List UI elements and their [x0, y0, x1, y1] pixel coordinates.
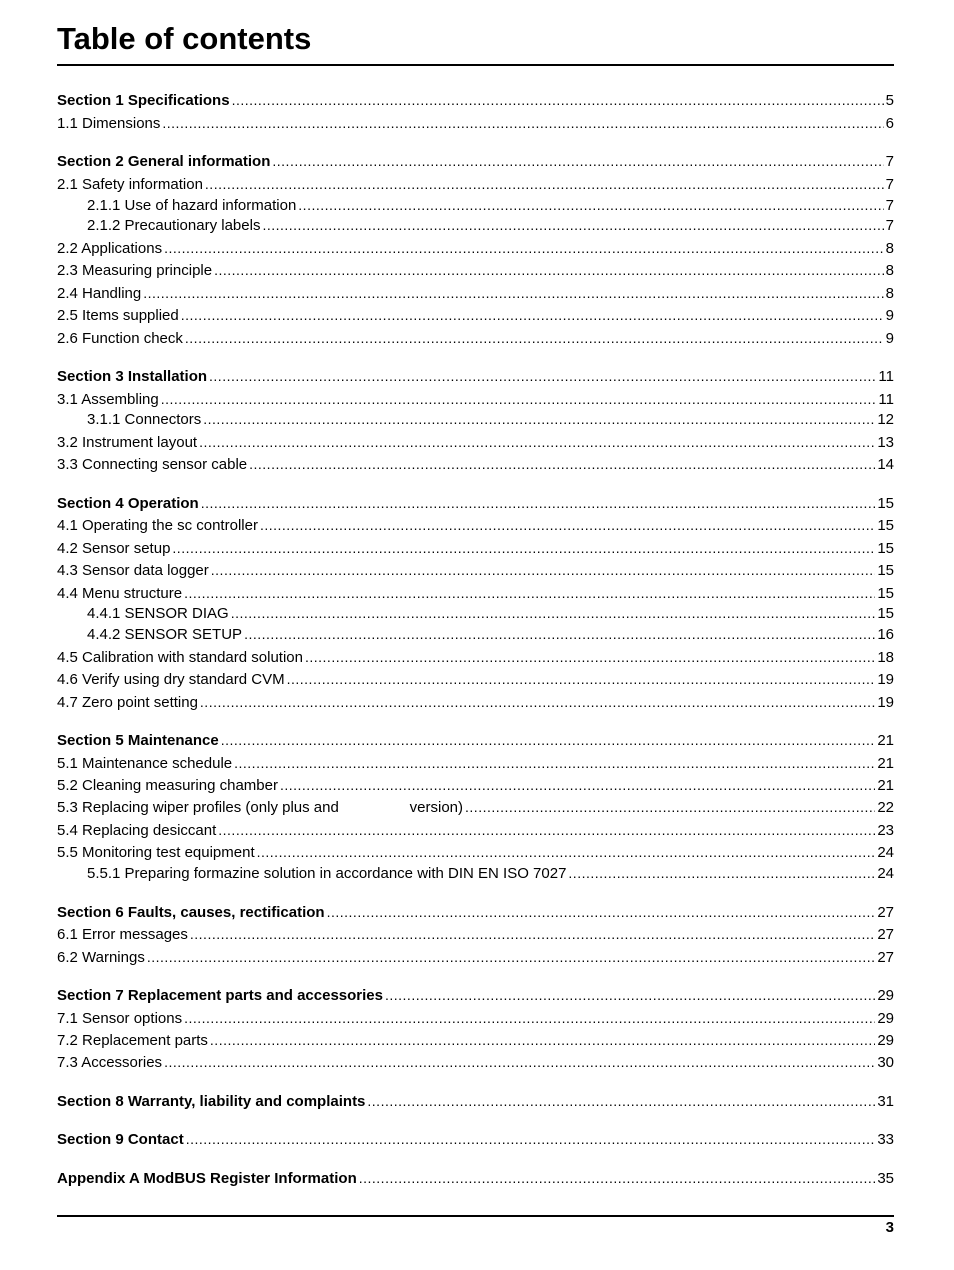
- toc-dot-leader: [272, 151, 883, 171]
- toc-entry-label: 2.1.1 Use of hazard information: [87, 197, 297, 214]
- toc-entry-page: 7: [885, 197, 894, 214]
- toc-entry[interactable]: [87, 409, 894, 429]
- toc-section-entry[interactable]: [57, 90, 894, 110]
- toc-dot-leader: [257, 842, 876, 862]
- toc-entry-page: 21: [877, 777, 894, 794]
- toc-dot-leader: [172, 538, 875, 558]
- toc-dot-leader: [465, 797, 875, 817]
- toc-entry[interactable]: [57, 454, 894, 474]
- toc-entry-page: 15: [877, 517, 894, 534]
- toc-entry-page: 9: [885, 330, 894, 347]
- toc-entry-page: 19: [877, 671, 894, 688]
- toc-entry[interactable]: [57, 174, 894, 194]
- toc-entry-label: 2.1 Safety information: [57, 176, 203, 193]
- toc-entry[interactable]: [57, 260, 894, 280]
- toc-entry-label: Section 4 Operation: [57, 495, 199, 512]
- toc-entry-label: 5.5.1 Preparing formazine solution in accordance with DIN EN ISO 7027: [87, 865, 567, 882]
- toc-entry-page: 8: [885, 240, 894, 257]
- toc-section-entry[interactable]: [57, 366, 894, 386]
- toc-entry-page: 22: [877, 799, 894, 816]
- toc-entry-page: 11: [878, 391, 894, 408]
- toc-entry-label: 4.2 Sensor setup: [57, 540, 171, 557]
- toc-entry[interactable]: [57, 583, 894, 603]
- toc-entry-label: 3.2 Instrument layout: [57, 434, 198, 451]
- toc-entry-page: 27: [877, 904, 894, 921]
- toc-entry-label: 4.3 Sensor data logger: [57, 562, 209, 579]
- toc-dot-leader: [221, 730, 876, 750]
- toc-entry-label: Section 7 Replacement parts and accessories: [57, 987, 383, 1004]
- toc-dot-leader: [185, 328, 884, 348]
- toc-dot-leader: [201, 493, 876, 513]
- toc-section-entry[interactable]: [57, 493, 894, 513]
- toc-entry-label: 2.6 Function check: [57, 330, 183, 347]
- toc-entry-label: Section 3 Installation: [57, 368, 208, 385]
- toc-section-entry[interactable]: [57, 1168, 894, 1188]
- toc-entry[interactable]: [87, 863, 894, 883]
- toc-entry-label: 5.4 Replacing desiccant: [57, 822, 217, 839]
- toc-entry[interactable]: [57, 647, 894, 667]
- toc-dot-leader: [199, 432, 875, 452]
- toc-entry[interactable]: [87, 215, 894, 235]
- toc-entry-page: 15: [877, 585, 894, 602]
- toc-entry-page: 23: [877, 822, 894, 839]
- toc-entry-page: 8: [885, 262, 894, 279]
- toc-entry-page: 21: [877, 732, 894, 749]
- toc-entry-page: 11: [878, 368, 894, 385]
- toc-entry[interactable]: [57, 238, 894, 258]
- toc-entry[interactable]: [87, 195, 894, 215]
- toc-entry[interactable]: [57, 797, 894, 817]
- toc-dot-leader: [287, 669, 876, 689]
- toc-entry-page: 29: [877, 1010, 894, 1027]
- toc-entry-label: Section 5 Maintenance: [57, 732, 219, 749]
- toc-entry-label: 4.1 Operating the sc controller: [57, 517, 258, 534]
- toc-entry-label: Appendix A ModBUS Register Information: [57, 1170, 357, 1187]
- toc-entry-label: 4.4.1 SENSOR DIAG: [87, 605, 229, 622]
- toc-entry[interactable]: [57, 842, 894, 862]
- toc-entry-page: 12: [877, 411, 894, 428]
- toc-dot-leader: [181, 305, 884, 325]
- toc-section-entry[interactable]: [57, 902, 894, 922]
- toc-entry-page: 13: [877, 434, 894, 451]
- toc-entry-page: 33: [877, 1131, 894, 1148]
- toc-entry-page: 15: [877, 495, 894, 512]
- toc-entry-page: 24: [877, 865, 894, 882]
- toc-entry[interactable]: [57, 1052, 894, 1072]
- toc-entry-label: Section 1 Specifications: [57, 92, 230, 109]
- toc-dot-leader: [244, 624, 875, 644]
- toc-entry[interactable]: [57, 515, 894, 535]
- footer-rule: [57, 1215, 894, 1217]
- toc-entry-label: 3.1.1 Connectors: [87, 411, 202, 428]
- page-number: 3: [885, 1219, 894, 1236]
- toc-entry-label: 5.2 Cleaning measuring chamber: [57, 777, 278, 794]
- toc-dot-leader: [211, 560, 876, 580]
- toc-dot-leader: [385, 985, 875, 1005]
- toc-dot-leader: [249, 454, 875, 474]
- toc-dot-leader: [231, 603, 876, 623]
- toc-entry-page: 15: [877, 605, 894, 622]
- toc-entry-page: 7: [885, 217, 894, 234]
- toc-dot-leader: [184, 583, 875, 603]
- toc-dot-leader: [164, 1052, 875, 1072]
- title-rule: [57, 64, 894, 66]
- toc-entry[interactable]: [57, 753, 894, 773]
- toc-entry[interactable]: [57, 328, 894, 348]
- toc-entry-label: 4.4.2 SENSOR SETUP: [87, 626, 243, 643]
- toc-entry-label: Section 6 Faults, causes, rectification: [57, 904, 325, 921]
- toc-entry[interactable]: [57, 924, 894, 944]
- toc-dot-leader: [367, 1091, 875, 1111]
- toc-entry-page: 29: [877, 1032, 894, 1049]
- toc-dot-leader: [234, 753, 875, 773]
- toc-dot-leader: [143, 283, 883, 303]
- toc-dot-leader: [203, 409, 875, 429]
- page-title: Table of contents: [57, 21, 312, 56]
- toc-dot-leader: [232, 90, 884, 110]
- toc-entry-label: Section 9 Contact: [57, 1131, 184, 1148]
- toc-entry-label: 2.5 Items supplied: [57, 307, 179, 324]
- toc-entry-page: 30: [877, 1054, 894, 1071]
- toc-dot-leader: [305, 647, 875, 667]
- toc-section-entry[interactable]: [57, 1129, 894, 1149]
- toc-entry-label: 6.2 Warnings: [57, 949, 145, 966]
- toc-dot-leader: [210, 1030, 875, 1050]
- toc-entry-page: 21: [877, 755, 894, 772]
- toc-entry[interactable]: [57, 538, 894, 558]
- toc-entry-label: 2.1.2 Precautionary labels: [87, 217, 261, 234]
- toc-entry[interactable]: [57, 947, 894, 967]
- toc-entry-page: 16: [877, 626, 894, 643]
- toc-entry-page: 31: [877, 1093, 894, 1110]
- toc-entry-page: 15: [877, 562, 894, 579]
- toc-entry-page: 27: [877, 926, 894, 943]
- toc-entry-page: 14: [877, 456, 894, 473]
- toc-entry-page: 9: [885, 307, 894, 324]
- toc-section-entry[interactable]: [57, 985, 894, 1005]
- toc-entry-label: 7.2 Replacement parts: [57, 1032, 208, 1049]
- toc-entry-label: 2.4 Handling: [57, 285, 142, 302]
- toc-entry-page: 8: [885, 285, 894, 302]
- toc-dot-leader: [162, 113, 883, 133]
- toc-entry[interactable]: [57, 692, 894, 712]
- toc-dot-leader: [186, 1129, 876, 1149]
- toc-entry-page: 29: [877, 987, 894, 1004]
- toc-entry[interactable]: [57, 775, 894, 795]
- toc-dot-leader: [359, 1168, 876, 1188]
- toc-entry-page: 7: [885, 176, 894, 193]
- toc-dot-leader: [568, 863, 875, 883]
- toc-entry[interactable]: [87, 603, 894, 623]
- toc-entry-label: 2.3 Measuring principle: [57, 262, 213, 279]
- toc-dot-leader: [161, 389, 877, 409]
- toc-entry-label: 1.1 Dimensions: [57, 115, 161, 132]
- toc-dot-leader: [164, 238, 884, 258]
- toc-entry-page: 35: [877, 1170, 894, 1187]
- toc-dot-leader: [209, 366, 876, 386]
- toc-entry-page: 6: [885, 115, 894, 132]
- toc-entry[interactable]: [57, 1008, 894, 1028]
- toc-dot-leader: [205, 174, 884, 194]
- toc-dot-leader: [147, 947, 875, 967]
- toc-dot-leader: [218, 820, 875, 840]
- toc-entry-label: 4.7 Zero point setting: [57, 694, 198, 711]
- toc-entry-label: 7.3 Accessories: [57, 1054, 163, 1071]
- toc-entry-label: 2.2 Applications: [57, 240, 163, 257]
- toc-entry-page: 15: [877, 540, 894, 557]
- toc-section-entry[interactable]: [57, 1091, 894, 1111]
- toc-entry-label: Section 2 General information: [57, 153, 271, 170]
- toc-section-entry[interactable]: [57, 151, 894, 171]
- toc-dot-leader: [262, 215, 883, 235]
- toc-entry-label: 6.1 Error messages: [57, 926, 188, 943]
- toc-entry-label: Section 8 Warranty, liability and complaints: [57, 1093, 366, 1110]
- toc-entry[interactable]: [57, 305, 894, 325]
- toc-entry-page: 19: [877, 694, 894, 711]
- toc-entry[interactable]: [57, 560, 894, 580]
- toc-entry-page: 24: [877, 844, 894, 861]
- toc-dot-leader: [298, 195, 883, 215]
- toc-entry[interactable]: [57, 283, 894, 303]
- toc-entry-label: 5.5 Monitoring test equipment: [57, 844, 255, 861]
- toc-entry-page: 18: [877, 649, 894, 666]
- toc-entry-label: 5.1 Maintenance schedule: [57, 755, 233, 772]
- toc-entry-label: 4.6 Verify using dry standard CVM: [57, 671, 285, 688]
- toc-dot-leader: [190, 924, 875, 944]
- toc-entry-label: 7.1 Sensor options: [57, 1010, 183, 1027]
- toc-dot-leader: [200, 692, 875, 712]
- toc-section-entry[interactable]: [57, 730, 894, 750]
- toc-entry-page: 7: [885, 153, 894, 170]
- toc-entry[interactable]: [57, 669, 894, 689]
- toc-entry[interactable]: [57, 1030, 894, 1050]
- toc-entry[interactable]: [57, 820, 894, 840]
- toc-entry[interactable]: [57, 113, 894, 133]
- toc-dot-leader: [280, 775, 875, 795]
- toc-entry-label: 4.4 Menu structure: [57, 585, 183, 602]
- toc-entry-page: 5: [885, 92, 894, 109]
- toc-entry-label: 3.3 Connecting sensor cable: [57, 456, 248, 473]
- toc-entry[interactable]: [57, 389, 894, 409]
- toc-entry-label: 3.1 Assembling: [57, 391, 159, 408]
- toc-dot-leader: [260, 515, 875, 535]
- toc-dot-leader: [214, 260, 884, 280]
- toc-dot-leader: [327, 902, 876, 922]
- toc-entry[interactable]: [57, 432, 894, 452]
- toc-entry-label: 5.3 Replacing wiper profiles (only plus and version): [57, 799, 464, 816]
- toc-dot-leader: [184, 1008, 875, 1028]
- toc-entry-label: 4.5 Calibration with standard solution: [57, 649, 303, 666]
- toc-entry-page: 27: [877, 949, 894, 966]
- toc-entry[interactable]: [87, 624, 894, 644]
